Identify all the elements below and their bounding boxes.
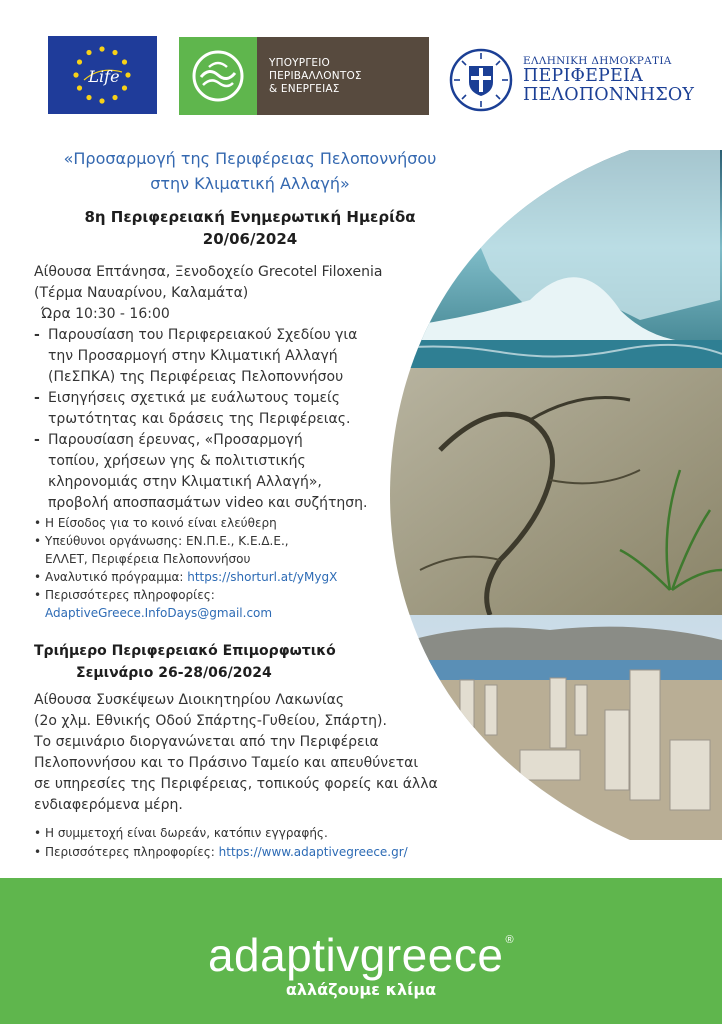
registered-mark: ®	[505, 934, 515, 946]
seminar-heading	[34, 640, 434, 684]
brand-text-part-1: adaptiv	[207, 929, 360, 981]
seminar-desc-line: Το σεμινάριο διοργανώνεται από την Περιφέρεια	[34, 734, 379, 750]
more-info-label: Περισσότερες πληροφορίες:	[45, 844, 215, 859]
ministry-line-2: ΠΕΡΙΒΑΛΛΟΝΤΟΣ	[269, 69, 362, 82]
ministry-line-3: & ΕΝΕΡΓΕΙΑΣ	[269, 82, 340, 95]
brand-text-part-2: greece	[359, 929, 504, 981]
agenda-item-text: - Εισηγήσεις σχετικά με ευάλωτους τομείς	[48, 390, 340, 406]
event-heading	[0, 206, 500, 250]
agenda-list	[34, 325, 414, 514]
info-item-more	[34, 586, 424, 622]
info-item-website	[34, 843, 504, 862]
info-list	[34, 514, 424, 622]
peloponnese-region-logo	[449, 48, 699, 112]
info-item-participation	[34, 824, 504, 843]
organizers-text: • Υπεύθυνοι οργάνωσης: ΕΝ.Π.Ε., Κ.Ε.Δ.Ε.,	[45, 534, 289, 548]
seminar-info-list	[34, 824, 504, 861]
venue-line-1: Αίθουσα Επτάνησα, Ξενοδοχείο Grecotel Filoxenia	[34, 264, 383, 280]
contact-email-link[interactable]: AdaptiveGreece.InfoDays@gmail.com	[45, 606, 273, 620]
seminar-desc-line: Πελοποννήσου και το Πράσινο Ταμείο και απευθύνεται	[34, 755, 419, 771]
venue-line-2: (Τέρμα Ναυαρίνου, Καλαμάτα)	[34, 285, 249, 301]
agenda-item	[34, 325, 414, 388]
event-info	[34, 514, 424, 622]
agenda-item-text: την Προσαρμογή στην Κλιματική Αλλαγή	[48, 348, 338, 364]
agenda-item-text: (ΠεΣΠΚΑ) της Περιφέρειας Πελοποννήσου	[48, 369, 344, 385]
ministry-emblem-icon	[179, 37, 257, 115]
cracked-soil-photo	[380, 368, 722, 615]
participation-text: Η συμμετοχή είναι δωρεάν, κατόπιν εγγραφής.	[45, 826, 328, 840]
seminar-desc-line: Αίθουσα Συσκέψεων Διοικητηρίου Λακωνίας	[34, 692, 345, 708]
more-info-label: • Περισσότερες πληροφορίες:	[45, 588, 215, 602]
agenda-item-text: τοπίου, χρήσεων γης & πολιτιστικής	[48, 453, 306, 469]
eu-life-logo	[48, 36, 157, 114]
region-name-line-1: ΠΕΡΙΦΕΡΕΙΑ	[523, 66, 643, 86]
region-name-line-2: ΠΕΛΟΠΟΝΝΗΣΟΥ	[523, 85, 695, 105]
seminar-title: Τριήμερο Περιφερειακό Επιμορφωτικό	[34, 643, 336, 659]
agenda-item	[34, 388, 414, 430]
footer-banner	[0, 878, 722, 1024]
organizers-text: ΕΛΛΕΤ, Περιφέρεια Πελοποννήσου	[45, 552, 251, 566]
info-item-entry	[34, 514, 424, 532]
adaptivgreece-logo	[0, 912, 722, 983]
greek-coat-of-arms-icon	[449, 48, 513, 112]
website-link[interactable]: https://www.adaptivegreece.gr/	[218, 844, 408, 859]
event-details	[34, 262, 414, 514]
agenda-item-text: - Παρουσίαση έρευνας, «Προσαρμογή	[48, 432, 303, 448]
agenda-item-text: - Παρουσίαση του Περιφερειακού Σχεδίου για	[48, 327, 358, 343]
ministry-logo	[179, 37, 429, 115]
info-item-program	[34, 568, 424, 586]
program-link[interactable]: https://shorturl.at/yMygX	[187, 570, 338, 584]
eu-life-text: Life	[88, 67, 120, 86]
campaign-title	[0, 146, 500, 196]
campaign-title-line-2: στην Κλιματική Αλλαγή»	[150, 174, 350, 193]
agenda-item-text: κληρονομιάς στην Κλιματική Αλλαγή»,	[48, 474, 322, 490]
footer-slogan: αλλάζουμε κλίμα	[285, 980, 437, 999]
event-date: 20/06/2024	[202, 230, 298, 248]
seminar-info	[34, 824, 504, 861]
agenda-item-text: προβολή αποσπασμάτων video και συζήτηση.	[48, 495, 368, 511]
info-item-organizers	[34, 532, 424, 568]
campaign-title-line-1: «Προσαρμογή της Περιφέρειας Πελοποννήσου	[63, 149, 437, 168]
ministry-line-1: ΥΠΟΥΡΓΕΙΟ	[269, 56, 330, 69]
seminar-desc-line: ενδιαφερόμενα μέρη.	[34, 797, 183, 813]
region-republic-label: ΕΛΛΗΝΙΚΗ ΔΗΜΟΚΡΑΤΙΑ	[523, 55, 672, 67]
seminar-desc-line: σε υπηρεσίες της Περιφέρειας, τοπικούς φορείς και άλλα	[34, 776, 438, 792]
event-time: Ώρα 10:30 - 16:00	[41, 306, 170, 322]
agenda-item-text: τρωτότητας και δράσεις της Περιφέρειας.	[48, 411, 351, 427]
program-label: Αναλυτικό πρόγραμμα:	[45, 570, 184, 584]
seminar-description	[34, 690, 504, 816]
seminar-desc-line: (2ο χλμ. Εθνικής Οδού Σπάρτης-Γυθείου, Σπάρτη).	[34, 713, 387, 729]
agenda-item	[34, 430, 414, 514]
event-name: 8η Περιφερειακή Ενημερωτική Ημερίδα	[84, 208, 416, 226]
eu-stars-icon	[48, 36, 157, 114]
info-entry-text: Η Είσοδος για το κοινό είναι ελεύθερη	[45, 516, 277, 530]
seminar-date: Σεμινάριο 26-28/06/2024	[76, 665, 272, 681]
